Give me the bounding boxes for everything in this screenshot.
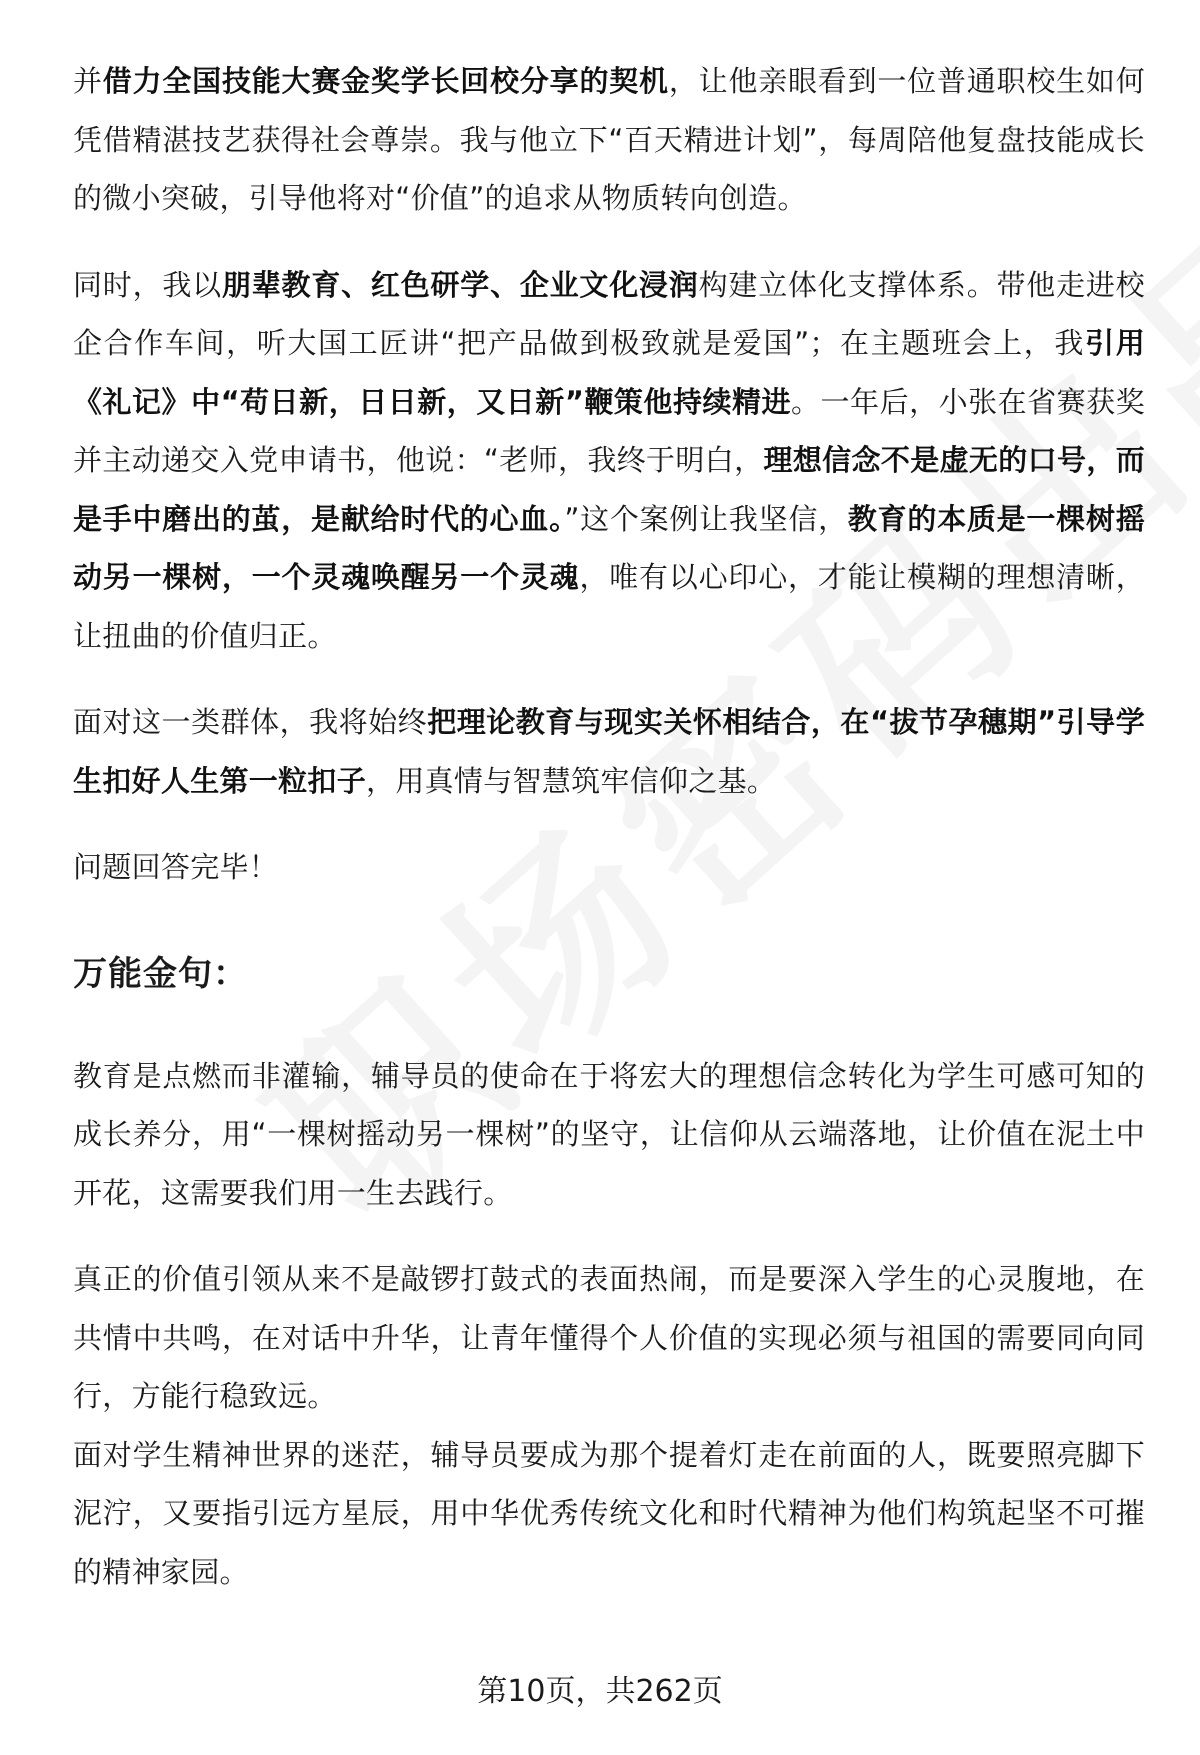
paragraph-1 xyxy=(73,52,1145,228)
text-segment: 构建立体化支撑体系。带他走进校企合作车间，听大国工匠讲“把产品做到极致就是爱国”；在主题班会上，我 xyxy=(73,267,1145,360)
golden-paragraph-2: 真正的价值引领从来不是敲锣打鼓式的表面热闹，而是要深入学生的心灵腹地，在共情中共鸣，在对话中升华，让青年懂得个人价值的实现必须与祖国的需要同向同行，方能行稳致远。 xyxy=(73,1262,1145,1413)
section-heading: 万能金句： xyxy=(73,953,248,994)
text-segment: 同时，我以 xyxy=(73,267,222,302)
paragraph-3 xyxy=(73,693,1145,810)
bold-text-segment: 借力全国技能大赛金奖学长回校分享的契机 xyxy=(102,64,669,98)
bold-text-segment: 把理论教育与现实关怀相结合，在“拔节孕穗期”引导学生扣好人生第一粒扣子 xyxy=(73,705,1146,798)
text-segment: ，唯有以心印心，才能让模糊的理想清晰，让扭曲的价值归正。 xyxy=(73,560,1145,653)
document-page xyxy=(73,52,1145,1601)
golden-paragraph-1: 教育是点燃而非灌输，辅导员的使命在于将宏大的理想信念转化为学生可感可知的成长养分，用“一棵树摇动另一棵树”的坚守，让信仰从云端落地，让价值在泥土中开花，这需要我们用一生去践行。 xyxy=(73,1058,1145,1210)
text-segment: 面对这一类群体，我将始终 xyxy=(73,705,428,739)
page-number-footer: 第10页，共262页 xyxy=(477,1674,723,1709)
bold-text-segment: 朋辈教育、红色研学、企业文化浸润 xyxy=(221,267,699,302)
paragraph-2 xyxy=(73,256,1145,666)
text-segment: ，用真情与智慧筑牢信仰之基。 xyxy=(366,763,777,798)
text-segment: 。一年后，小张在省赛获奖并主动递交入党申请书，他说：“老师，我终于明白， xyxy=(73,384,1145,477)
text-segment: 问题回答完毕！ xyxy=(73,850,279,884)
text-segment: ”这个案例让我坚信， xyxy=(564,501,848,536)
text-segment: 并 xyxy=(73,64,103,98)
bold-text-segment: 理想信念不是虚无的口号，而是手中磨出的茧，是献给时代的心血。 xyxy=(73,443,1145,536)
text-segment: ，让他亲眼看到一位普通职校生如何凭借精湛技艺获得社会尊崇。我与他立下“百天精进计划”，每周陪他复盘技能成长的微小突破，引导他将对“价值”的追求从物质转向创造。 xyxy=(73,64,1145,215)
bold-text-segment: 引用《礼记》中“苟日新，日日新，又日新”鞭策他持续精进 xyxy=(73,326,1145,419)
bold-text-segment: 教育的本质是一棵树摇动另一棵树，一个灵魂唤醒另一个灵魂 xyxy=(73,501,1145,594)
golden-paragraph-3: 面对学生精神世界的迷茫，辅导员要成为那个提着灯走在前面的人，既要照亮脚下泥泞，又要指引远方星辰，用中华优秀传统文化和时代精神为他们构筑起坚不可摧的精神家园。 xyxy=(73,1437,1145,1589)
paragraph-4 xyxy=(73,838,1145,897)
